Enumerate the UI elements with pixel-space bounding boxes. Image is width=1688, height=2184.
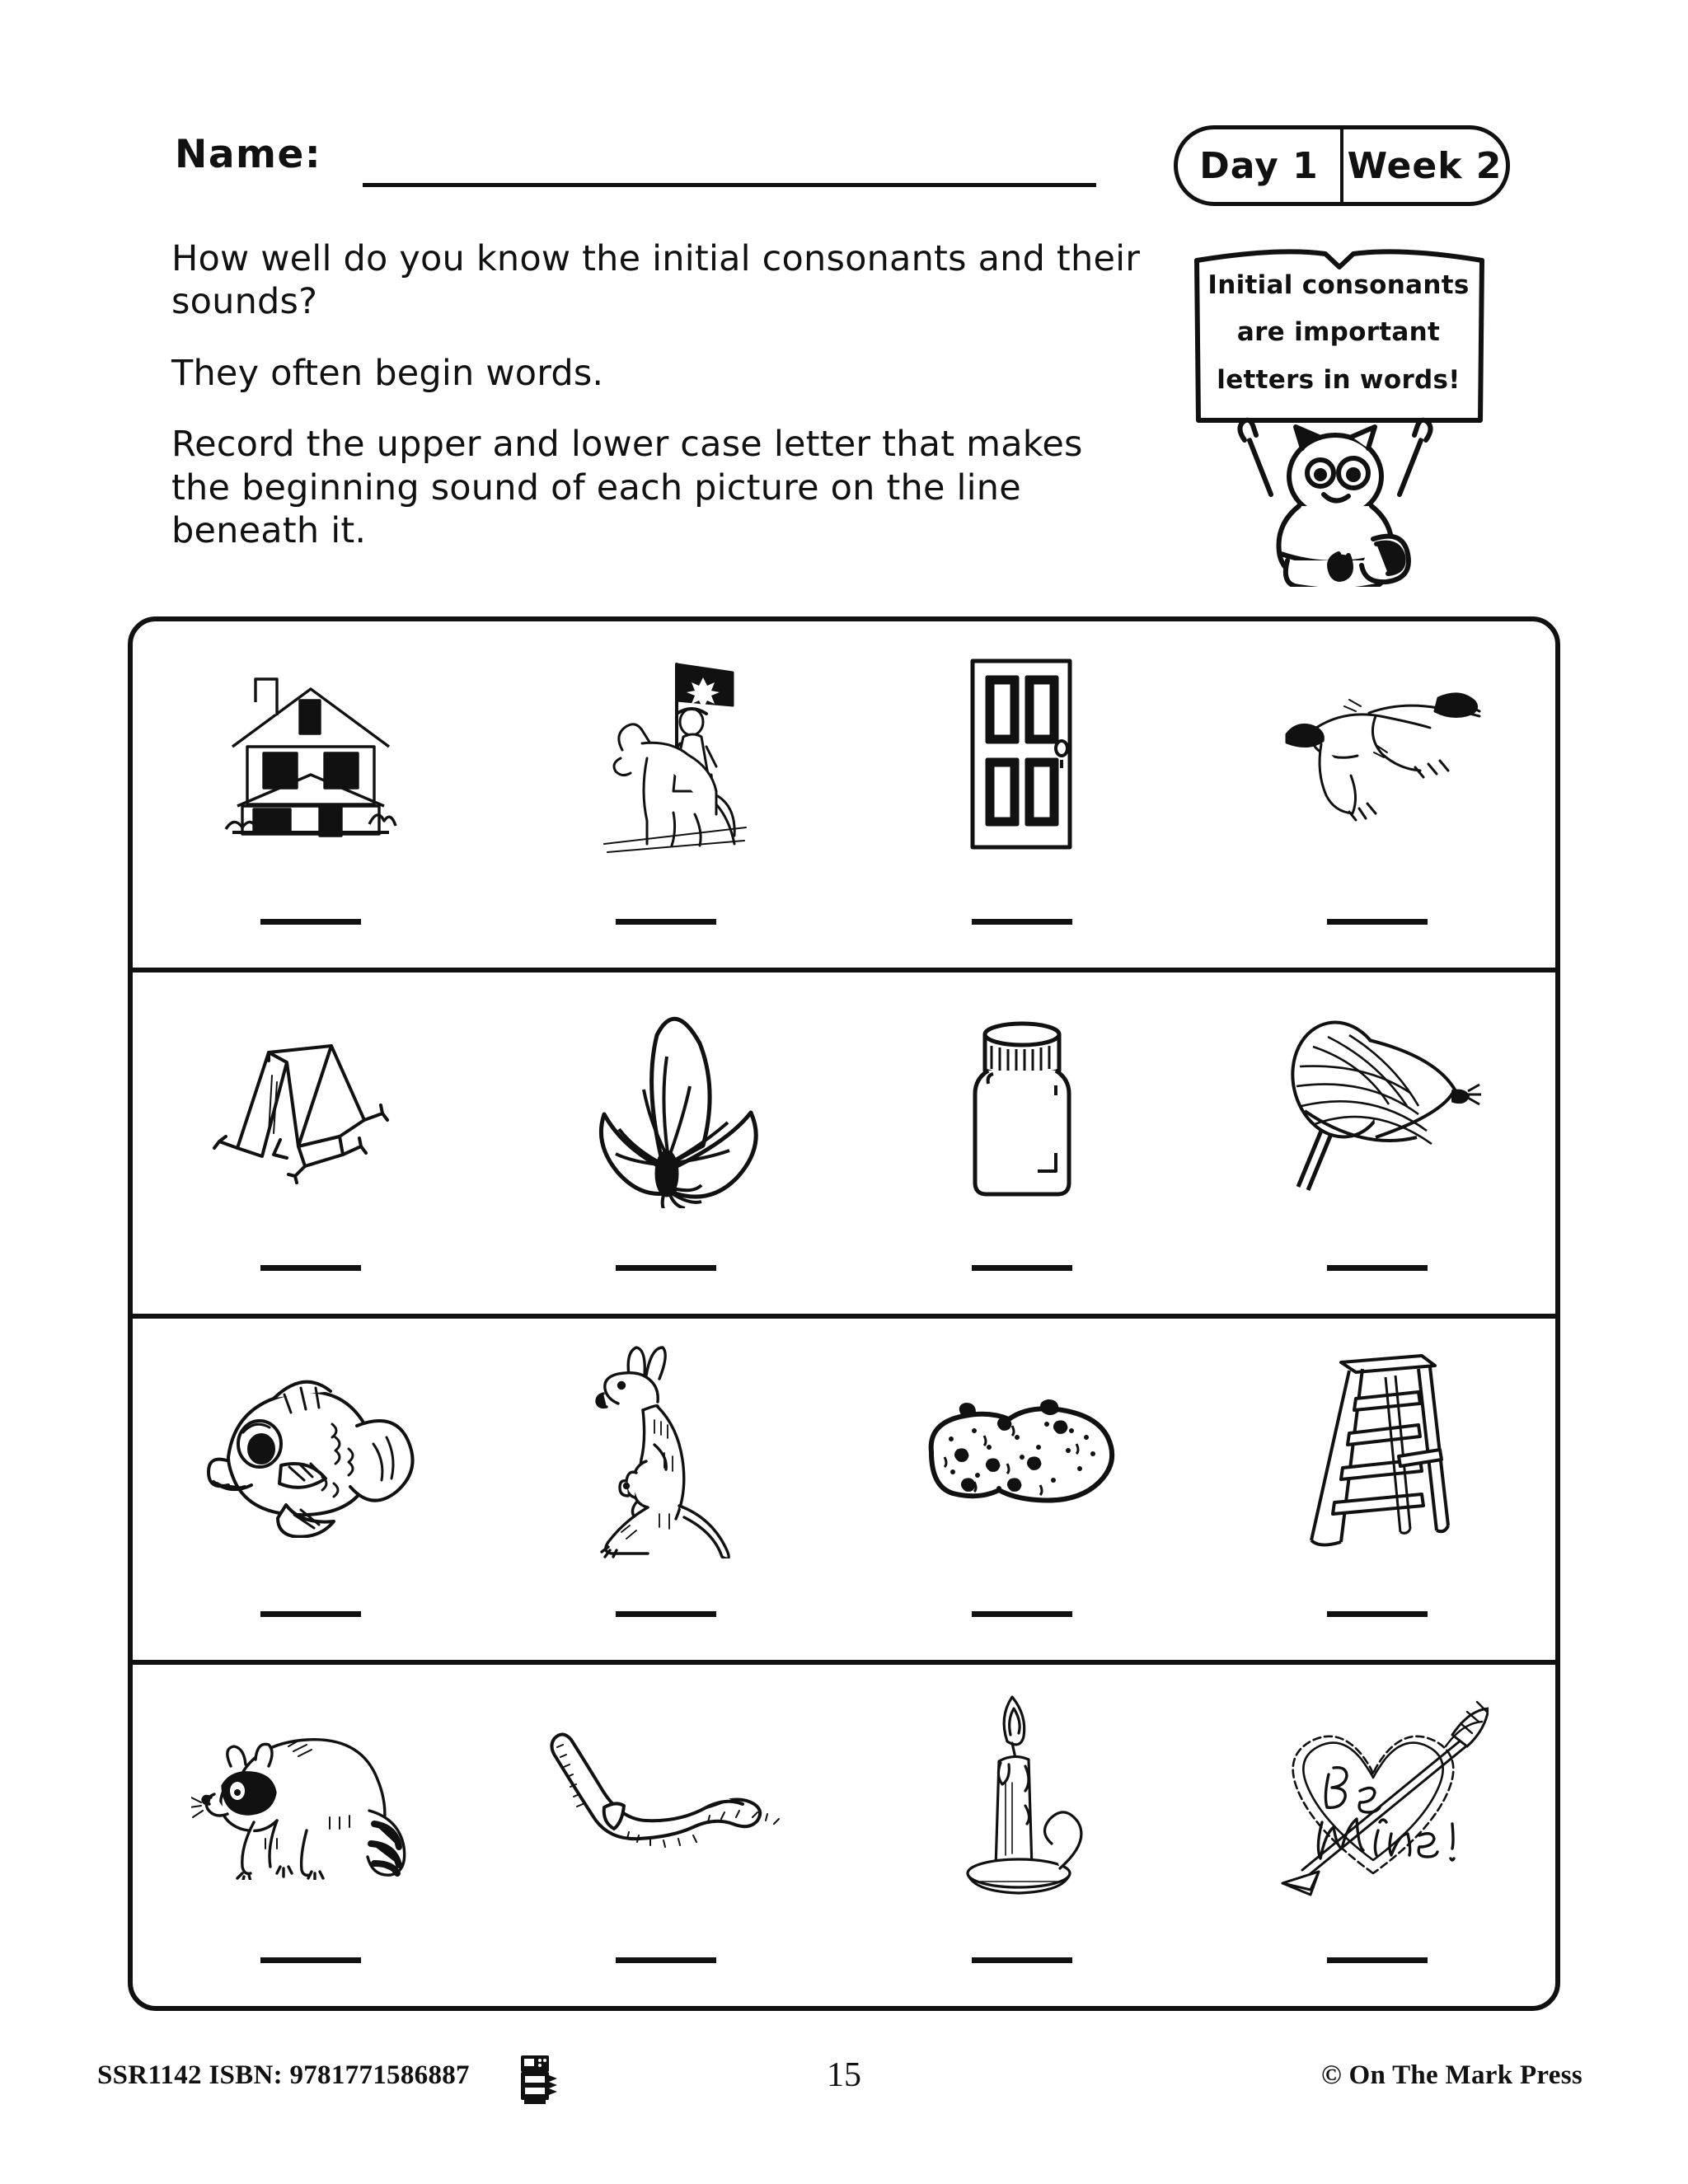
butterfly-icon — [530, 994, 802, 1216]
picture-cell-tent — [133, 972, 489, 1314]
picture-cell-horse — [489, 621, 845, 968]
answer-line[interactable] — [260, 919, 361, 925]
picture-cell-ladder — [1200, 1319, 1556, 1660]
candle-icon — [886, 1686, 1158, 1909]
picture-cell-jar — [844, 972, 1200, 1314]
picture-cell-house — [133, 621, 489, 968]
worm-icon — [530, 1686, 802, 1909]
grid-row — [133, 968, 1555, 1314]
footer — [0, 2054, 1688, 2111]
picture-cell-butterfly — [489, 972, 845, 1314]
house-icon — [175, 643, 447, 865]
valentine-heart-icon — [1241, 1686, 1513, 1909]
instruction-line-1: How well do you know the initial consonants and their sounds? — [171, 238, 1141, 323]
picture-cell-fish — [133, 1319, 489, 1660]
picture-cell-candle — [844, 1665, 1200, 2006]
picture-cell-door — [844, 621, 1200, 968]
name-label: Name: — [175, 132, 322, 177]
tent-icon — [175, 994, 447, 1216]
sign-line-1: Initial consonants — [1207, 270, 1470, 300]
kangaroo-icon — [530, 1340, 802, 1563]
answer-line[interactable] — [616, 1957, 716, 1963]
net-icon — [1241, 994, 1513, 1216]
day-week-box — [1174, 125, 1510, 206]
answer-line[interactable] — [616, 1611, 716, 1617]
answer-line[interactable] — [1327, 919, 1428, 925]
sign-line-2: are important — [1236, 317, 1441, 348]
name-input-line[interactable] — [363, 183, 1096, 187]
potato-icon — [886, 1340, 1158, 1563]
grid-row — [133, 621, 1555, 968]
answer-line[interactable] — [260, 1957, 361, 1963]
footer-copyright: © On The Mark Press — [1321, 2060, 1582, 2090]
picture-cell-potato — [844, 1319, 1200, 1660]
picture-cell-raccoon — [133, 1665, 489, 2006]
answer-line[interactable] — [972, 919, 1072, 925]
instructions — [171, 237, 1148, 581]
door-icon — [886, 643, 1158, 865]
answer-line[interactable] — [1327, 1265, 1428, 1271]
grid-row — [133, 1314, 1555, 1660]
ladder-icon — [1241, 1340, 1513, 1563]
answer-line[interactable] — [972, 1611, 1072, 1617]
answer-line[interactable] — [1327, 1611, 1428, 1617]
geese-flying-icon — [1241, 643, 1513, 865]
jar-icon — [886, 994, 1158, 1216]
sign-text — [1190, 262, 1487, 404]
answer-line[interactable] — [616, 919, 716, 925]
picture-grid — [128, 616, 1560, 2011]
instruction-line-2: They often begin words. — [171, 352, 604, 394]
raccoon-icon — [175, 1686, 447, 1909]
sign-line-3: letters in words! — [1217, 364, 1461, 395]
name-row — [175, 132, 1147, 206]
picture-cell-valentine — [1200, 1665, 1556, 2006]
answer-line[interactable] — [972, 1957, 1072, 1963]
picture-cell-worm — [489, 1665, 845, 2006]
fish-icon — [175, 1340, 447, 1563]
mascot-sign-group — [1179, 232, 1500, 587]
page-number: 15 — [827, 2056, 861, 2094]
picture-cell-kangaroo — [489, 1319, 845, 1660]
week-cell: Week 2 — [1347, 144, 1503, 187]
answer-line[interactable] — [260, 1611, 361, 1617]
picture-cell-net — [1200, 972, 1556, 1314]
answer-line[interactable] — [972, 1265, 1072, 1271]
answer-line[interactable] — [260, 1265, 361, 1271]
grid-row — [133, 1660, 1555, 2006]
mountie-on-horse-icon — [530, 643, 802, 865]
answer-line[interactable] — [1327, 1957, 1428, 1963]
footer-product-code: SSR1142 ISBN: 9781771586887 — [97, 2060, 470, 2090]
answer-line[interactable] — [616, 1265, 716, 1271]
instruction-line-3: Record the upper and lower case letter that makes the beginning sound of each picture on the line beneath it. — [171, 424, 1083, 552]
picture-cell-geese — [1200, 621, 1556, 968]
day-cell: Day 1 — [1199, 144, 1319, 187]
